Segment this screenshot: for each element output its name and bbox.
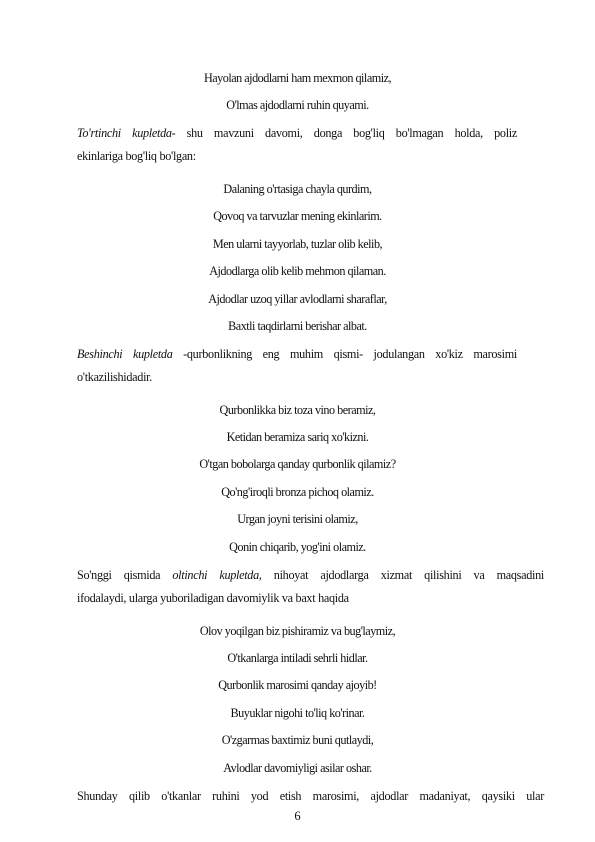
verse-line: Men ularni tayyorlab, tuzlar olib kelib, (212, 237, 383, 251)
paragraph-line (77, 125, 517, 148)
verse-line: O'lmas ajdodlarni ruhin quyami. (226, 98, 369, 112)
verse-line: Qurbonlikka biz toza vino beramiz, (219, 403, 376, 417)
paragraph-line: o'tkazilishidadir. (77, 370, 152, 384)
paragraph-line (77, 567, 544, 590)
verse-line: Qo'ng'iroqli bronza pichoq olamiz. (221, 485, 374, 499)
page-number: 6 (294, 809, 301, 823)
couplet-label: oltinchi kupletda (172, 568, 259, 582)
verse-line: O'zgarmas baxtimiz buni qutlaydi, (221, 733, 374, 747)
paragraph-line (77, 346, 517, 369)
paragraph-sixth-couplet (77, 567, 544, 613)
verse-line: O'tgan bobolarga qanday qurbonlik qilamiz? (199, 457, 396, 471)
paragraph-text: - shu mavzuni davomi, donga bog'liq bo'lmagan holda, poliz (171, 126, 517, 140)
verse-line: Ajdodlarga olib kelib mehmon qilaman. (209, 264, 386, 278)
verse-line: Avlodlar davomiyligi asilar oshar. (223, 761, 372, 775)
paragraph-line: ekinlariga bog'liq bo'lgan: (77, 149, 196, 163)
verse-line: Olov yoqilgan biz pishiramiz va bug'laymiz, (199, 624, 396, 638)
paragraph-text: So'nggi qismida (77, 568, 173, 582)
verse-line: Ajdodlar uzoq yillar avlodlarni sharaflar, (208, 292, 387, 306)
verse-line: Hayolan ajdodlarni ham mexmon qilamiz, (203, 71, 392, 85)
couplet-label: Beshinchi kupletda (77, 347, 173, 361)
verse-line: Qonin chiqarib, yog'ini olamiz. (229, 540, 366, 554)
paragraph-text: , nihoyat ajdodlarga xizmat qilishini va maqsadini (258, 568, 544, 582)
verse-line: Qovoq va tarvuzlar mening ekinlarim. (213, 209, 382, 223)
paragraph-fifth-couplet (77, 346, 517, 392)
verse-line: Buyuklar nigohi to'liq ko'rinar. (230, 706, 365, 720)
paragraph-line: Shunday qilib o'tkanlar ruhini yod etish marosimi, ajdodlar madaniyat, qaysiki ular (77, 789, 544, 803)
verse-line: Qurbonlik marosimi qanday ajoyib! (218, 678, 377, 692)
verse-line: Urgan joyni terisini olamiz, (237, 512, 358, 526)
couplet-label: To'rtinchi kupletda (77, 126, 172, 140)
verse-line: O'tkanlarga intiladi sehrli hidlar. (227, 651, 368, 665)
verse-line: Dalaning o'rtasiga chayla qurdim, (223, 182, 372, 196)
paragraph-fourth-couplet (77, 125, 517, 171)
verse-line: Baxtli taqdirlarni berishar albat. (228, 319, 367, 333)
paragraph-text: -qurbonlikning eng muhim qismi- jodulangan xo'kiz marosimi (172, 347, 517, 361)
verse-line: Ketidan beramiza sariq xo'kizni. (226, 430, 369, 444)
paragraph-line: ifodalaydi, ularga yuboriladigan davomiylik va baxt haqida (77, 591, 349, 605)
